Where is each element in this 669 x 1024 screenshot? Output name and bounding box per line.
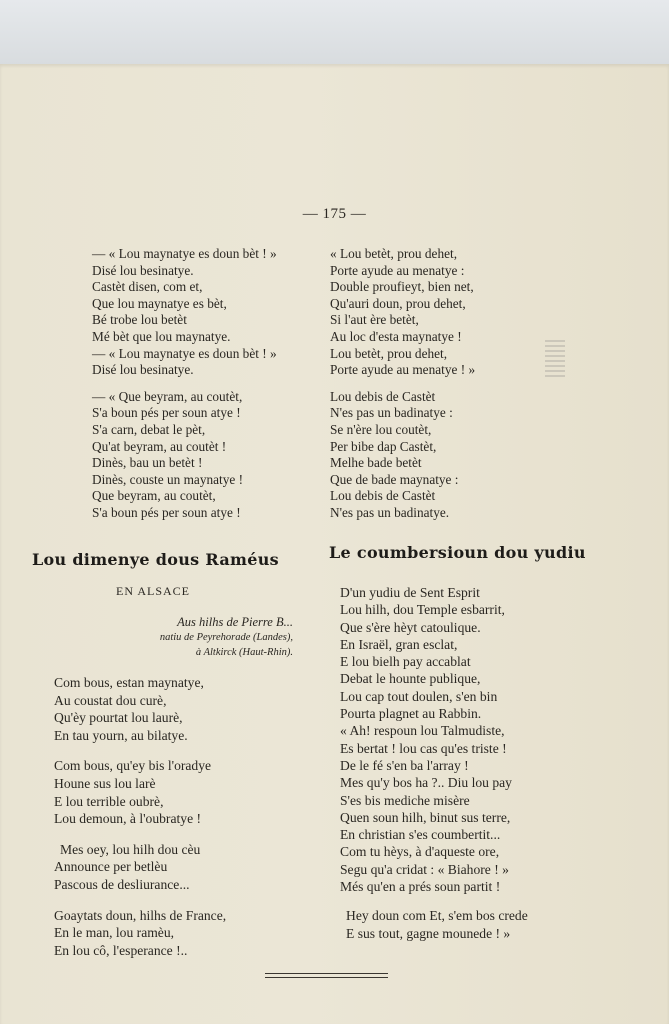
verse-line: S'a boun pés per soun atye !	[92, 405, 241, 421]
left-poem-title: Lou dimenye dous Raméus	[32, 550, 279, 569]
page-number: — 175 —	[302, 206, 367, 222]
verse-line: Qu'auri doun, prou dehet,	[330, 295, 466, 311]
verse-line: Lou hilh, dou Temple esbarrit,	[340, 602, 505, 618]
verse-line: Mé bèt que lou maynatye.	[92, 328, 231, 344]
verse-line: Hey doun com Et, s'em bos crede	[346, 908, 528, 924]
left-poem-subtitle: EN ALSACE	[116, 584, 191, 598]
verse-line: Es bertat ! lou cas qu'es triste !	[340, 740, 507, 756]
verse-line: N'es pas un badinatye.	[330, 504, 450, 520]
verse-line: Qu'at beyram, au coutèt !	[92, 438, 227, 454]
verse-line: « Ah! respoun lou Talmudiste,	[340, 723, 505, 739]
verse-line: Disé lou besinatye.	[92, 362, 194, 378]
verse-line: Com bous, estan maynatye,	[54, 675, 204, 690]
dedication-line: Aus hilhs de Pierre B...	[177, 615, 293, 629]
verse-line: Que beyram, au coutèt,	[92, 488, 216, 504]
verse-line: Lou betèt, prou dehet,	[330, 345, 448, 361]
verse-line: Disé lou besinatye.	[92, 262, 194, 278]
verse-line: Pascous de desliurance...	[54, 876, 190, 892]
verse-line: Lou demoun, à l'oubratye !	[54, 811, 202, 827]
verse-line: E sus tout, gagne mounede ! »	[346, 925, 511, 941]
verse-line: — « Que beyram, au coutèt,	[92, 388, 243, 404]
verse-line: Com tu hèys, à d'aqueste ore,	[340, 844, 500, 860]
verse-line: Lou debis de Castèt	[330, 388, 436, 404]
verse-line: En lou cô, l'esperance !..	[54, 942, 188, 958]
verse-line: En christian s'es coumbertit...	[340, 827, 501, 843]
end-ornament-rule	[265, 973, 388, 978]
verse-line: Melhe bade betèt	[330, 455, 422, 471]
verse-line: Dinès, couste un maynatye !	[92, 471, 244, 487]
right-poem-verses	[340, 584, 528, 942]
verse-line: Que de bade maynatye :	[330, 471, 459, 487]
verse-line: S'es bis mediche misère	[340, 792, 470, 808]
verse-line: En Israël, gran esclat,	[340, 636, 458, 652]
dedication-line: natiu de Peyrehorade (Landes),	[159, 632, 293, 643]
left-poem-dedication	[160, 615, 293, 660]
verse-line: Qu'èy pourtat lou laurè,	[54, 710, 183, 726]
verse-line: Si l'aut ère betèt,	[330, 312, 419, 328]
dedication-line: à Altkirck (Haut-Rhin).	[195, 647, 293, 658]
verse-line: Double proufieyt, bien net,	[330, 279, 474, 295]
left-poem-verses	[54, 674, 226, 959]
verse-line: Mes qu'y bos ha ?.. Diu lou pay	[340, 775, 512, 791]
verse-line: Goaytats doun, hilhs de France,	[54, 907, 227, 923]
verse-line: — « Lou maynatye es doun bèt ! »	[92, 345, 277, 361]
verse-line: Bé trobe lou betèt	[92, 312, 187, 328]
library-stamp-mark	[545, 340, 565, 380]
verse-line: De le fé s'en ba l'array !	[340, 757, 469, 773]
top-right-verses	[330, 246, 475, 522]
verse-line: Announce per betlèu	[54, 859, 168, 875]
verse-line: En le man, lou ramèu,	[54, 925, 175, 941]
verse-line: — « Lou maynatye es doun bèt ! »	[92, 246, 277, 261]
verse-line: Quen soun hilh, binut sus terre,	[340, 809, 511, 825]
verse-line: Au coustat dou curè,	[54, 692, 167, 708]
verse-line: Porte ayude au menatye :	[330, 262, 465, 278]
top-left-verses	[92, 246, 277, 522]
verse-line: Pourta plagnet au Rabbin.	[340, 706, 482, 722]
verse-line: Houne sus lou larè	[54, 775, 156, 791]
verse-line: E lou bielh pay accablat	[340, 654, 471, 670]
verse-line: D'un yudiu de Sent Esprit	[340, 585, 480, 600]
verse-line: Per bibe dap Castèt,	[330, 438, 437, 454]
verse-line: Segu qu'a cridat : « Biahore ! »	[340, 861, 509, 877]
verse-line: En tau yourn, au bilatye.	[54, 727, 188, 743]
verse-line: Que s'ère hèyt catoulique.	[340, 619, 481, 635]
verse-line: Lou debis de Castèt	[330, 488, 436, 504]
verse-line: Castèt disen, com et,	[92, 279, 203, 295]
verse-line: Se n'ère lou coutèt,	[330, 421, 432, 437]
verse-line: Au loc d'esta maynatye !	[330, 328, 462, 344]
verse-line: E lou terrible oubrè,	[54, 793, 164, 809]
verse-line: Que lou maynatye es bèt,	[92, 295, 227, 311]
verse-line: N'es pas un badinatye :	[330, 405, 453, 421]
verse-line: Dinès, bau un betèt !	[92, 455, 203, 471]
right-poem-title: Le coumbersioun dou yudiu	[329, 543, 586, 562]
verse-line: Porte ayude au menatye ! »	[330, 362, 476, 378]
verse-line: S'a boun pés per soun atye !	[92, 504, 241, 520]
verse-line: Com bous, qu'ey bis l'oradye	[54, 758, 212, 774]
verse-line: Lou cap tout doulen, s'en bin	[340, 688, 498, 704]
verse-line: Mes oey, lou hilh dou cèu	[60, 841, 201, 857]
verse-line: « Lou betèt, prou dehet,	[330, 246, 458, 261]
verse-line: S'a carn, debat le pèt,	[92, 421, 206, 437]
verse-line: Debat le hounte publique,	[340, 671, 481, 687]
verse-line: Més qu'en a prés soun partit !	[340, 879, 501, 895]
